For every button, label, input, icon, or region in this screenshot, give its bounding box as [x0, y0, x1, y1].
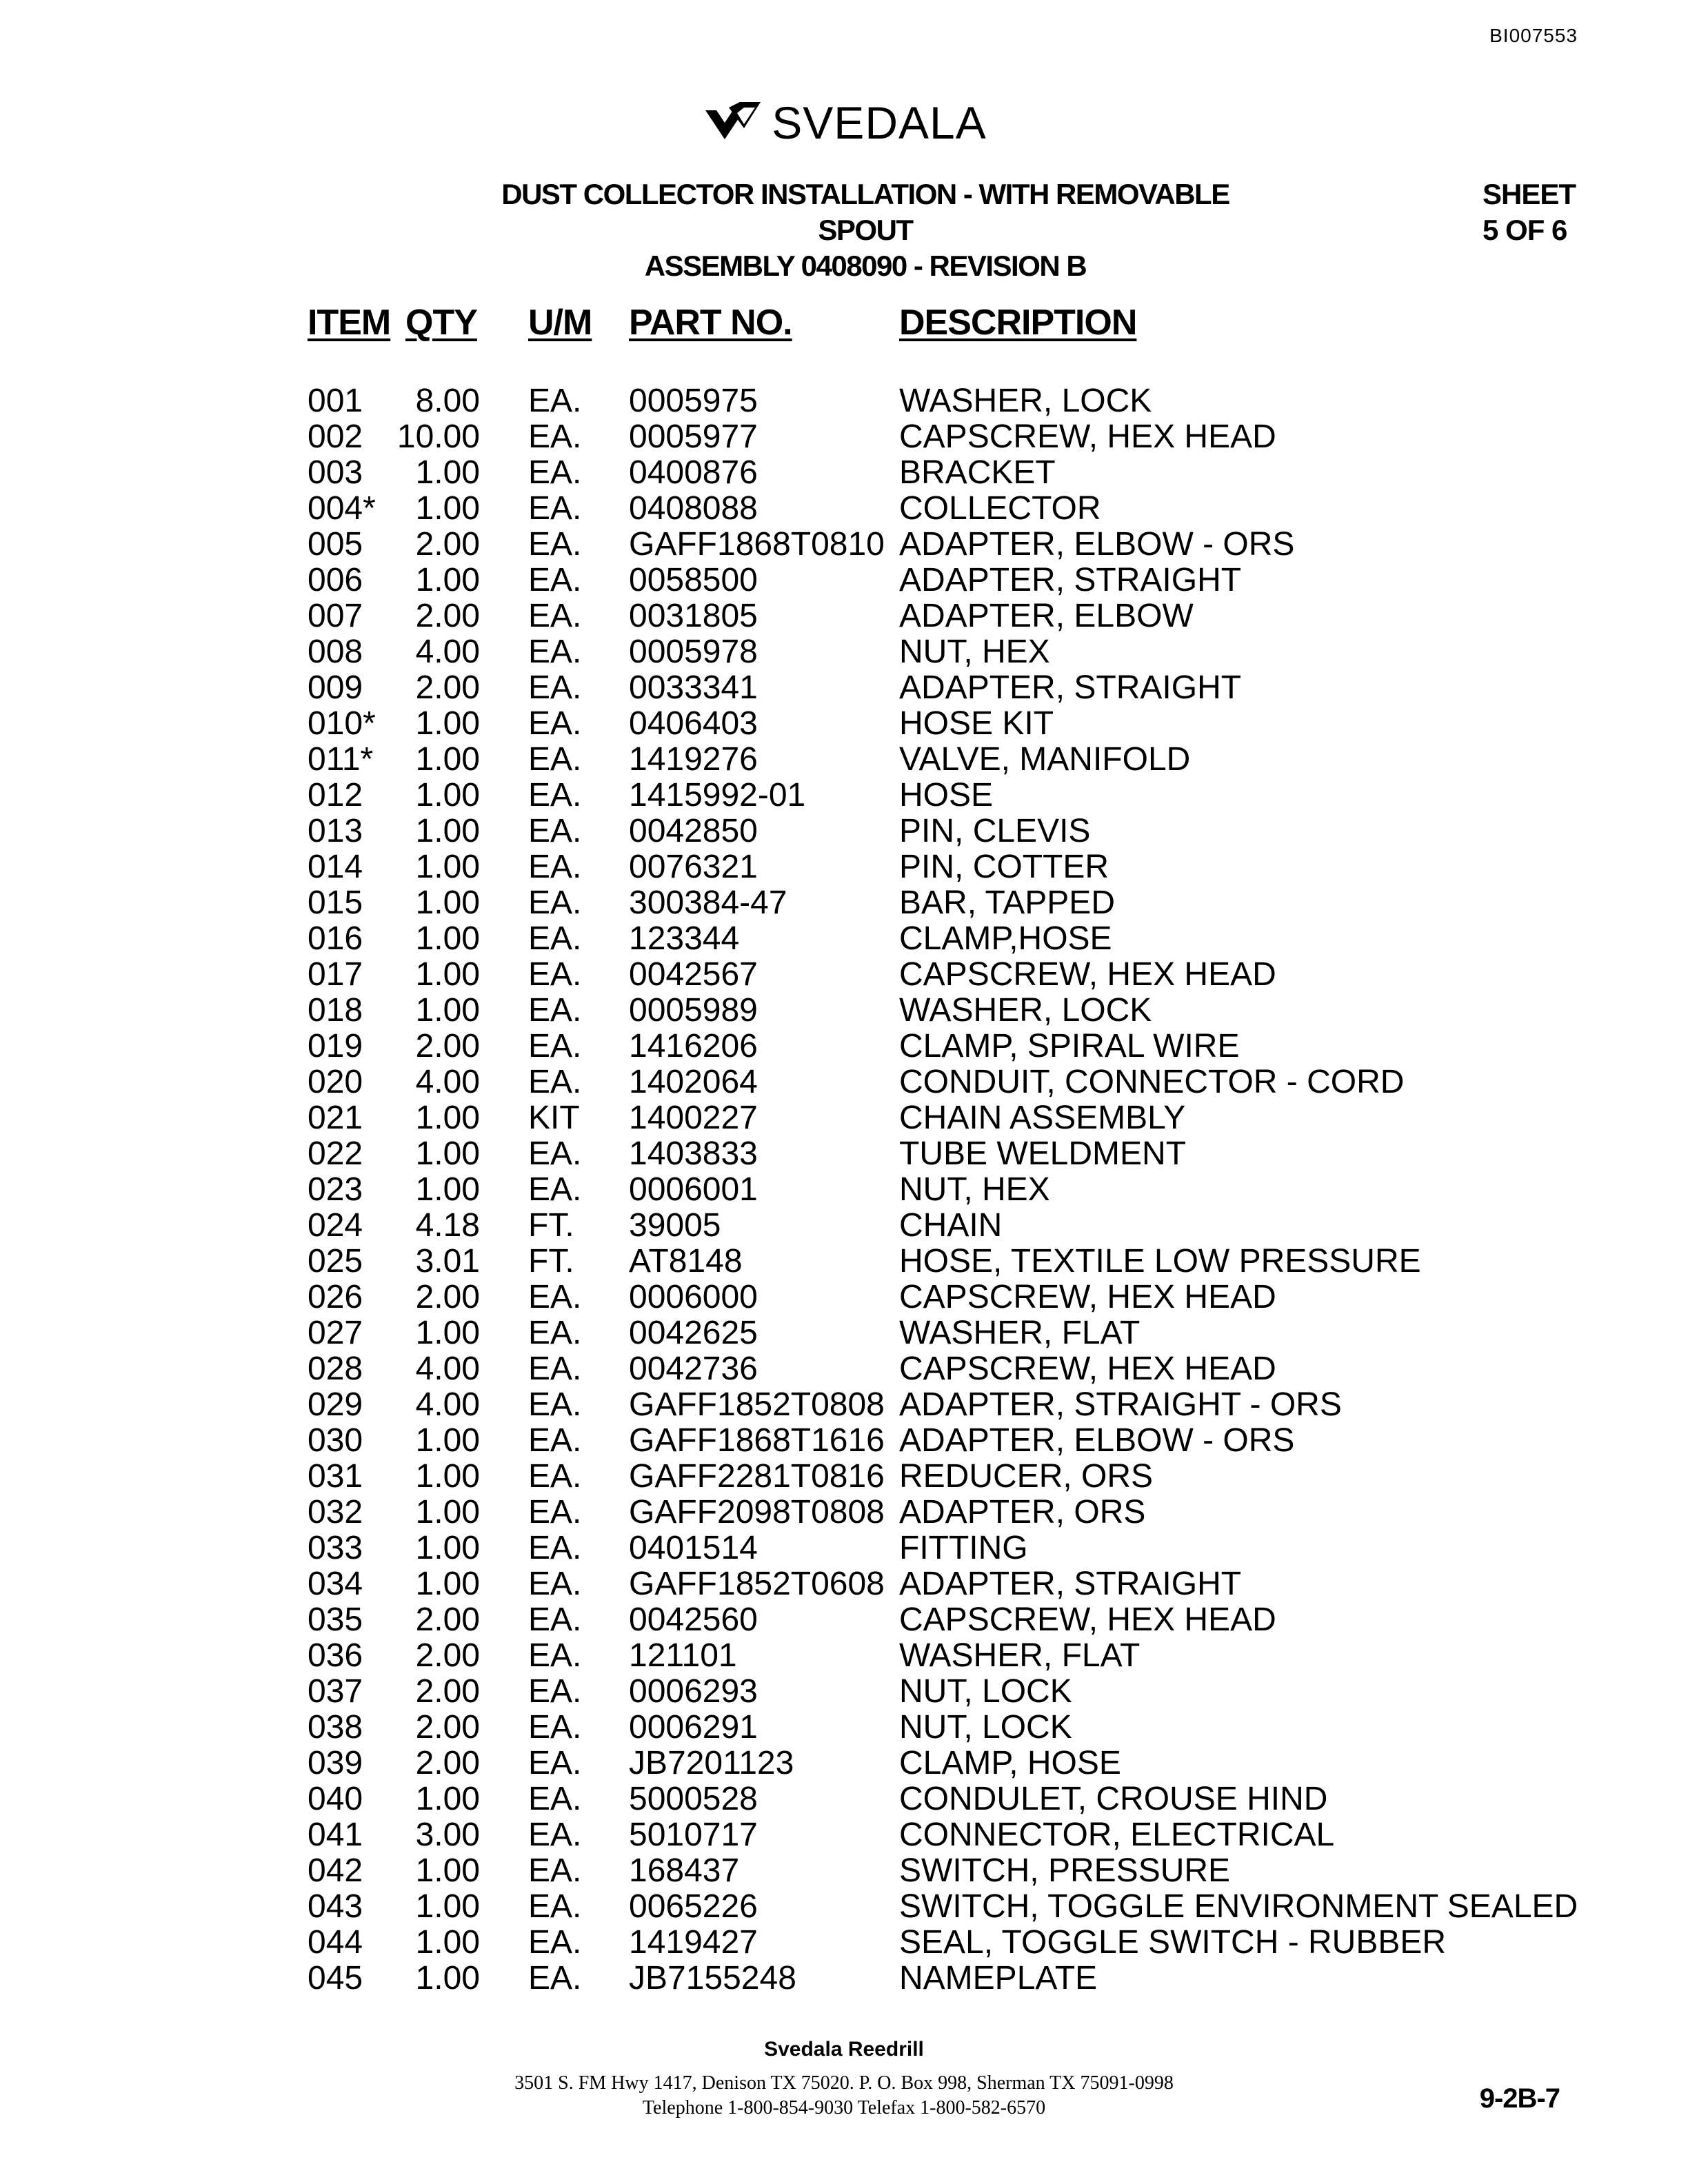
- quantity: 1.00: [415, 1171, 480, 1208]
- item-number: 009: [308, 669, 363, 706]
- item-number: 015: [308, 884, 363, 921]
- unit-of-measure: EA.: [528, 1637, 582, 1674]
- item-number: 042: [308, 1852, 363, 1889]
- unit-of-measure: FT.: [528, 1243, 574, 1280]
- part-number: 0006000: [629, 1279, 758, 1315]
- quantity: 1.00: [415, 956, 480, 993]
- table-row: [0, 598, 1688, 634]
- description: ADAPTER, ELBOW - ORS: [899, 526, 1295, 563]
- part-number: 0006291: [629, 1709, 758, 1746]
- table-row: [0, 706, 1688, 742]
- item-number: 016: [308, 920, 363, 957]
- quantity: 1.00: [415, 920, 480, 957]
- quantity: 1.00: [415, 1960, 480, 1996]
- quantity: 1.00: [415, 562, 480, 598]
- part-number: 0006001: [629, 1171, 758, 1208]
- description: SWITCH, TOGGLE ENVIRONMENT SEALED: [899, 1888, 1578, 1925]
- unit-of-measure: EA.: [528, 813, 582, 849]
- parts-list: [0, 383, 1688, 1996]
- description: FITTING: [899, 1530, 1028, 1566]
- unit-of-measure: EA.: [528, 920, 582, 957]
- table-row: [0, 1638, 1688, 1674]
- description: CHAIN: [899, 1207, 1003, 1244]
- table-row: [0, 1387, 1688, 1423]
- description: NUT, LOCK: [899, 1673, 1072, 1710]
- part-number: 5000528: [629, 1781, 758, 1817]
- svedala-chevron-logo-icon: [701, 101, 765, 145]
- part-number: 0408088: [629, 490, 758, 527]
- description: ADAPTER, STRAIGHT: [899, 1566, 1242, 1602]
- description: CONDUIT, CONNECTOR - CORD: [899, 1064, 1405, 1100]
- quantity: 1.00: [415, 1422, 480, 1459]
- quantity: 1.00: [415, 490, 480, 527]
- title-line-1: DUST COLLECTOR INSTALLATION - WITH REMOVABLE SPOUT: [501, 178, 1229, 246]
- quantity: 1.00: [415, 1494, 480, 1530]
- quantity: 2.00: [415, 669, 480, 706]
- part-number: 1403833: [629, 1135, 758, 1172]
- description: TUBE WELDMENT: [899, 1135, 1187, 1172]
- description: WASHER, FLAT: [899, 1637, 1141, 1674]
- quantity: 1.00: [415, 454, 480, 491]
- description: NUT, HEX: [899, 634, 1050, 670]
- part-number: 1419276: [629, 741, 758, 778]
- item-number: 028: [308, 1351, 363, 1387]
- table-row: [0, 1244, 1688, 1280]
- unit-of-measure: EA.: [528, 1171, 582, 1208]
- table-row: [0, 1746, 1688, 1781]
- sheet-label: SHEET: [1483, 178, 1576, 210]
- part-number: 0065226: [629, 1888, 758, 1925]
- quantity: 1.00: [415, 1852, 480, 1889]
- table-row: [0, 1853, 1688, 1889]
- table-row: [0, 885, 1688, 921]
- unit-of-measure: EA.: [528, 1960, 582, 1996]
- unit-of-measure: EA.: [528, 1386, 582, 1423]
- description: SWITCH, PRESSURE: [899, 1852, 1231, 1889]
- quantity: 1.00: [415, 992, 480, 1029]
- item-number: 044: [308, 1924, 363, 1961]
- table-row: [0, 1315, 1688, 1351]
- part-number: 0005978: [629, 634, 758, 670]
- item-number: 029: [308, 1386, 363, 1423]
- table-row: [0, 1710, 1688, 1746]
- table-row: [0, 1961, 1688, 1996]
- part-number: 0042625: [629, 1315, 758, 1351]
- unit-of-measure: EA.: [528, 1351, 582, 1387]
- table-row: [0, 1817, 1688, 1853]
- item-number: 033: [308, 1530, 363, 1566]
- description: VALVE, MANIFOLD: [899, 741, 1191, 778]
- unit-of-measure: EA.: [528, 1709, 582, 1746]
- item-number: 022: [308, 1135, 363, 1172]
- quantity: 1.00: [415, 1458, 480, 1495]
- part-number: 0005977: [629, 418, 758, 455]
- table-row: [0, 1459, 1688, 1495]
- part-number: 39005: [629, 1207, 721, 1244]
- item-number: 001: [308, 383, 363, 419]
- description: SEAL, TOGGLE SWITCH - RUBBER: [899, 1924, 1447, 1961]
- item-number: 017: [308, 956, 363, 993]
- table-row: [0, 921, 1688, 957]
- item-number: 037: [308, 1673, 363, 1710]
- unit-of-measure: EA.: [528, 669, 582, 706]
- part-number: GAFF1868T0810: [629, 526, 885, 563]
- part-number: 1416206: [629, 1028, 758, 1064]
- part-number: 0006293: [629, 1673, 758, 1710]
- quantity: 3.01: [415, 1243, 480, 1280]
- table-row: [0, 383, 1688, 419]
- quantity: 1.00: [415, 1315, 480, 1351]
- description: CLAMP, HOSE: [899, 1745, 1121, 1781]
- item-number: 019: [308, 1028, 363, 1064]
- footer-contact: [0, 2071, 1688, 2121]
- quantity: 10.00: [396, 418, 480, 455]
- document-title: [469, 176, 1262, 284]
- item-number: 006: [308, 562, 363, 598]
- quantity: 2.00: [415, 1709, 480, 1746]
- header-item: ITEM: [308, 303, 391, 343]
- unit-of-measure: EA.: [528, 1422, 582, 1459]
- description: BRACKET: [899, 454, 1056, 491]
- table-row: [0, 1100, 1688, 1136]
- table-row: [0, 419, 1688, 455]
- sheet-number: 5 OF 6: [1483, 214, 1567, 246]
- description: CLAMP,HOSE: [899, 920, 1112, 957]
- unit-of-measure: EA.: [528, 1064, 582, 1100]
- unit-of-measure: EA.: [528, 1924, 582, 1961]
- table-row: [0, 778, 1688, 813]
- table-row: [0, 1925, 1688, 1961]
- quantity: 4.00: [415, 634, 480, 670]
- description: ADAPTER, STRAIGHT - ORS: [899, 1386, 1342, 1423]
- description: HOSE KIT: [899, 705, 1054, 742]
- item-number: 039: [308, 1745, 363, 1781]
- item-number: 024: [308, 1207, 363, 1244]
- part-number: 121101: [629, 1637, 737, 1674]
- quantity: 1.00: [415, 1530, 480, 1566]
- unit-of-measure: EA.: [528, 884, 582, 921]
- description: BAR, TAPPED: [899, 884, 1115, 921]
- item-number: 014: [308, 849, 363, 885]
- part-number: 0033341: [629, 669, 758, 706]
- unit-of-measure: EA.: [528, 490, 582, 527]
- footer-company: Svedala Reedrill: [764, 2038, 924, 2061]
- item-number: 021: [308, 1100, 363, 1136]
- part-number: AT8148: [629, 1243, 743, 1280]
- footer-phone: Telephone 1-800-854-9030 Telefax 1-800-582-6570: [642, 2097, 1046, 2119]
- quantity: 2.00: [415, 526, 480, 563]
- quantity: 4.00: [415, 1064, 480, 1100]
- item-number: 035: [308, 1601, 363, 1638]
- description: CAPSCREW, HEX HEAD: [899, 1279, 1276, 1315]
- quantity: 2.00: [415, 1673, 480, 1710]
- unit-of-measure: EA.: [528, 1888, 582, 1925]
- quantity: 1.00: [415, 1566, 480, 1602]
- unit-of-measure: EA.: [528, 418, 582, 455]
- quantity: 1.00: [415, 705, 480, 742]
- description: ADAPTER, ORS: [899, 1494, 1146, 1530]
- unit-of-measure: EA.: [528, 383, 582, 419]
- item-number: 032: [308, 1494, 363, 1530]
- item-number: 041: [308, 1817, 363, 1853]
- description: ADAPTER, ELBOW - ORS: [899, 1422, 1295, 1459]
- part-number: 0042736: [629, 1351, 758, 1387]
- part-number: JB7201123: [629, 1745, 794, 1781]
- table-row: [0, 1423, 1688, 1459]
- quantity: 2.00: [415, 1745, 480, 1781]
- description: CLAMP, SPIRAL WIRE: [899, 1028, 1240, 1064]
- item-number: 045: [308, 1960, 363, 1996]
- table-row: [0, 1566, 1688, 1602]
- svedala-logo: [0, 97, 1688, 149]
- quantity: 3.00: [415, 1817, 480, 1853]
- description: CHAIN ASSEMBLY: [899, 1100, 1186, 1136]
- part-number: 1402064: [629, 1064, 758, 1100]
- description: WASHER, FLAT: [899, 1315, 1141, 1351]
- unit-of-measure: EA.: [528, 1279, 582, 1315]
- quantity: 1.00: [415, 1135, 480, 1172]
- part-number: GAFF1852T0808: [629, 1386, 885, 1423]
- part-number: 0031805: [629, 598, 758, 634]
- table-row: [0, 670, 1688, 706]
- unit-of-measure: EA.: [528, 1673, 582, 1710]
- header-part-no: PART NO.: [629, 303, 792, 343]
- header-qty: QTY: [405, 303, 477, 343]
- table-row: [0, 1029, 1688, 1064]
- description: COLLECTOR: [899, 490, 1101, 527]
- table-row: [0, 455, 1688, 491]
- item-number: 012: [308, 777, 363, 813]
- quantity: 1.00: [415, 1924, 480, 1961]
- quantity: 4.00: [415, 1386, 480, 1423]
- part-number: GAFF2098T0808: [629, 1494, 885, 1530]
- item-number: 020: [308, 1064, 363, 1100]
- item-number: 013: [308, 813, 363, 849]
- table-row: [0, 849, 1688, 885]
- item-number: 027: [308, 1315, 363, 1351]
- description: HOSE: [899, 777, 994, 813]
- quantity: 4.00: [415, 1351, 480, 1387]
- table-row: [0, 1280, 1688, 1315]
- table-row: [0, 491, 1688, 527]
- quantity: 1.00: [415, 813, 480, 849]
- unit-of-measure: EA.: [528, 705, 582, 742]
- header-description: DESCRIPTION: [899, 303, 1137, 343]
- table-row: [0, 1781, 1688, 1817]
- quantity: 1.00: [415, 849, 480, 885]
- unit-of-measure: EA.: [528, 1817, 582, 1853]
- item-number: 040: [308, 1781, 363, 1817]
- quantity: 1.00: [415, 1781, 480, 1817]
- part-number: GAFF2281T0816: [629, 1458, 885, 1495]
- description: ADAPTER, STRAIGHT: [899, 669, 1242, 706]
- unit-of-measure: EA.: [528, 1135, 582, 1172]
- quantity: 2.00: [415, 1637, 480, 1674]
- item-number: 003: [308, 454, 363, 491]
- table-row: [0, 813, 1688, 849]
- unit-of-measure: EA.: [528, 1315, 582, 1351]
- part-number: 0058500: [629, 562, 758, 598]
- description: CONDULET, CROUSE HIND: [899, 1781, 1328, 1817]
- part-number: GAFF1868T1616: [629, 1422, 885, 1459]
- part-number: JB7155248: [629, 1960, 796, 1996]
- part-number: 1419427: [629, 1924, 758, 1961]
- unit-of-measure: EA.: [528, 1781, 582, 1817]
- unit-of-measure: EA.: [528, 1028, 582, 1064]
- table-row: [0, 1889, 1688, 1925]
- item-number: 034: [308, 1566, 363, 1602]
- description: CAPSCREW, HEX HEAD: [899, 1351, 1276, 1387]
- table-row: [0, 1530, 1688, 1566]
- part-number: 168437: [629, 1852, 740, 1889]
- part-number: 123344: [629, 920, 740, 957]
- description: ADAPTER, STRAIGHT: [899, 562, 1242, 598]
- item-number: 010*: [308, 705, 376, 742]
- item-number: 005: [308, 526, 363, 563]
- quantity: 1.00: [415, 884, 480, 921]
- item-number: 011*: [308, 741, 374, 778]
- unit-of-measure: EA.: [528, 956, 582, 993]
- quantity: 1.00: [415, 1100, 480, 1136]
- quantity: 2.00: [415, 598, 480, 634]
- part-number: 1400227: [629, 1100, 758, 1136]
- unit-of-measure: EA.: [528, 634, 582, 670]
- table-row: [0, 1064, 1688, 1100]
- part-number: 300384-47: [629, 884, 787, 921]
- description: PIN, CLEVIS: [899, 813, 1091, 849]
- description: CAPSCREW, HEX HEAD: [899, 418, 1276, 455]
- document-id: BI007553: [1489, 25, 1578, 46]
- quantity: 2.00: [415, 1601, 480, 1638]
- header-um: U/M: [528, 303, 592, 343]
- description: HOSE, TEXTILE LOW PRESSURE: [899, 1243, 1421, 1280]
- item-number: 043: [308, 1888, 363, 1925]
- item-number: 018: [308, 992, 363, 1029]
- item-number: 036: [308, 1637, 363, 1674]
- unit-of-measure: EA.: [528, 1852, 582, 1889]
- description: PIN, COTTER: [899, 849, 1109, 885]
- part-number: GAFF1852T0608: [629, 1566, 885, 1602]
- logo-text: SVEDALA: [772, 97, 987, 148]
- unit-of-measure: EA.: [528, 1601, 582, 1638]
- description: ADAPTER, ELBOW: [899, 598, 1194, 634]
- item-number: 004*: [308, 490, 376, 527]
- part-number: 0076321: [629, 849, 758, 885]
- title-line-2: ASSEMBLY 0408090 - REVISION B: [644, 250, 1087, 282]
- quantity: 2.00: [415, 1279, 480, 1315]
- quantity: 4.18: [415, 1207, 480, 1244]
- description: NAMEPLATE: [899, 1960, 1098, 1996]
- part-number: 0005975: [629, 383, 758, 419]
- unit-of-measure: EA.: [528, 598, 582, 634]
- table-row: [0, 1674, 1688, 1710]
- description: WASHER, LOCK: [899, 383, 1152, 419]
- item-number: 007: [308, 598, 363, 634]
- part-number: 0042850: [629, 813, 758, 849]
- table-row: [0, 1351, 1688, 1387]
- part-number: 0042560: [629, 1601, 758, 1638]
- unit-of-measure: EA.: [528, 562, 582, 598]
- quantity: 1.00: [415, 777, 480, 813]
- part-number: 0401514: [629, 1530, 758, 1566]
- description: NUT, LOCK: [899, 1709, 1072, 1746]
- unit-of-measure: EA.: [528, 1494, 582, 1530]
- description: CAPSCREW, HEX HEAD: [899, 956, 1276, 993]
- sheet-info: [1483, 176, 1576, 248]
- footer-address: 3501 S. FM Hwy 1417, Denison TX 75020. P. O. Box 998, Sherman TX 75091-0998: [514, 2072, 1174, 2094]
- unit-of-measure: EA.: [528, 454, 582, 491]
- table-row: [0, 1136, 1688, 1172]
- quantity: 1.00: [415, 741, 480, 778]
- quantity: 8.00: [415, 383, 480, 419]
- table-row: [0, 993, 1688, 1029]
- unit-of-measure: EA.: [528, 1530, 582, 1566]
- unit-of-measure: EA.: [528, 777, 582, 813]
- description: CONNECTOR, ELECTRICAL: [899, 1817, 1335, 1853]
- item-number: 023: [308, 1171, 363, 1208]
- item-number: 026: [308, 1279, 363, 1315]
- unit-of-measure: EA.: [528, 992, 582, 1029]
- description: CAPSCREW, HEX HEAD: [899, 1601, 1276, 1638]
- table-row: [0, 1495, 1688, 1530]
- part-number: 1415992-01: [629, 777, 806, 813]
- description: REDUCER, ORS: [899, 1458, 1154, 1495]
- item-number: 031: [308, 1458, 363, 1495]
- page-number: 9-2B-7: [1479, 2083, 1560, 2114]
- table-row: [0, 634, 1688, 670]
- part-number: 5010717: [629, 1817, 758, 1853]
- item-number: 030: [308, 1422, 363, 1459]
- item-number: 038: [308, 1709, 363, 1746]
- item-number: 025: [308, 1243, 363, 1280]
- unit-of-measure: EA.: [528, 741, 582, 778]
- quantity: 2.00: [415, 1028, 480, 1064]
- table-row: [0, 527, 1688, 563]
- table-row: [0, 563, 1688, 598]
- item-number: 008: [308, 634, 363, 670]
- description: WASHER, LOCK: [899, 992, 1152, 1029]
- part-number: 0400876: [629, 454, 758, 491]
- unit-of-measure: FT.: [528, 1207, 574, 1244]
- table-row: [0, 1172, 1688, 1208]
- part-number: 0042567: [629, 956, 758, 993]
- description: NUT, HEX: [899, 1171, 1050, 1208]
- unit-of-measure: EA.: [528, 1458, 582, 1495]
- table-row: [0, 957, 1688, 993]
- unit-of-measure: EA.: [528, 1745, 582, 1781]
- part-number: 0005989: [629, 992, 758, 1029]
- table-row: [0, 1208, 1688, 1244]
- unit-of-measure: KIT: [528, 1100, 580, 1136]
- item-number: 002: [308, 418, 363, 455]
- table-row: [0, 742, 1688, 778]
- unit-of-measure: EA.: [528, 1566, 582, 1602]
- part-number: 0406403: [629, 705, 758, 742]
- table-row: [0, 1602, 1688, 1638]
- quantity: 1.00: [415, 1888, 480, 1925]
- unit-of-measure: EA.: [528, 526, 582, 563]
- unit-of-measure: EA.: [528, 849, 582, 885]
